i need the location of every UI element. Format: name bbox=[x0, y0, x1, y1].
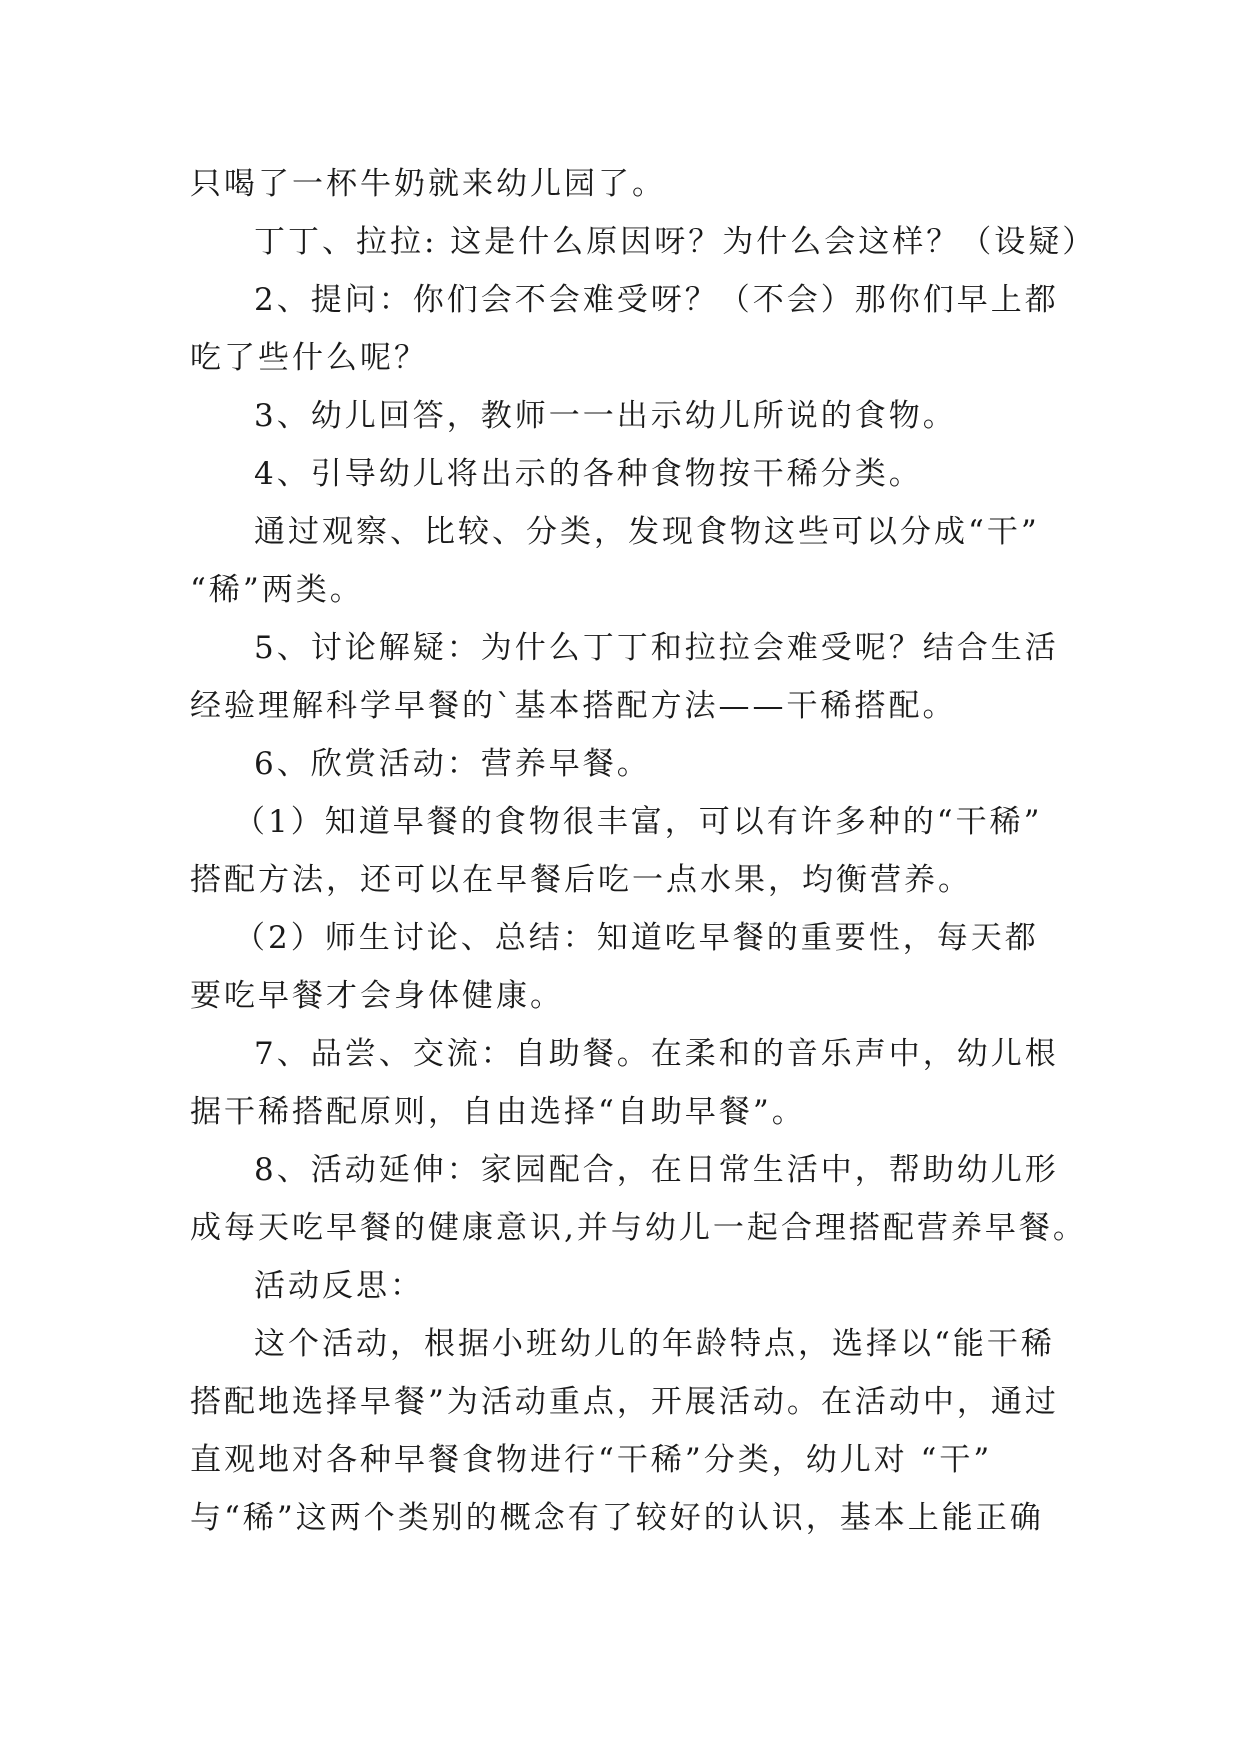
text-line: 经验理解科学早餐的`基本搭配方法——干稀搭配。 bbox=[190, 688, 957, 724]
text-line: “稀”两类。 bbox=[190, 572, 364, 608]
text-line: 3、幼儿回答，教师一一出示幼儿所说的食物。 bbox=[254, 398, 957, 434]
text-line: 5、讨论解疑：为什么丁丁和拉拉会难受呢？结合生活 bbox=[254, 630, 1059, 666]
text-line: （2）师生讨论、总结：知道吃早餐的重要性，每天都 bbox=[234, 920, 1039, 956]
text-line: 6、欣赏活动：营养早餐。 bbox=[254, 746, 651, 782]
text-line: 据干稀搭配原则，自由选择“自助早餐”。 bbox=[190, 1094, 806, 1130]
text-line: 这个活动，根据小班幼儿的年龄特点，选择以“能干稀 bbox=[254, 1326, 1055, 1362]
text-line: 4、引导幼儿将出示的各种食物按干稀分类。 bbox=[254, 456, 923, 492]
text-line: 活动反思： bbox=[254, 1268, 424, 1304]
text-line: 要吃早餐才会身体健康。 bbox=[190, 978, 564, 1014]
text-line: 搭配方法，还可以在早餐后吃一点水果，均衡营养。 bbox=[190, 862, 972, 898]
text-line: 通过观察、比较、分类，发现食物这些可以分成“干” bbox=[254, 514, 1040, 550]
text-line: 吃了些什么呢？ bbox=[190, 340, 428, 376]
text-line: 直观地对各种早餐食物进行“干稀”分类，幼儿对 “干” bbox=[190, 1442, 993, 1478]
text-line: 搭配地选择早餐”为活动重点，开展活动。在活动中，通过 bbox=[190, 1384, 1059, 1420]
text-line: 与“稀”这两个类别的概念有了较好的认识，基本上能正确 bbox=[190, 1500, 1044, 1536]
text-line: （1）知道早餐的食物很丰富，可以有许多种的“干稀” bbox=[234, 804, 1043, 840]
text-line: 丁丁、拉拉: 这是什么原因呀？为什么会这样？（设疑） bbox=[254, 224, 1097, 260]
text-line: 只喝了一杯牛奶就来幼儿园了。 bbox=[190, 166, 666, 202]
text-line: 8、活动延伸：家园配合，在日常生活中，帮助幼儿形 bbox=[254, 1152, 1059, 1188]
text-line: 成每天吃早餐的健康意识,并与幼儿一起合理搭配营养早餐。 bbox=[190, 1210, 1087, 1246]
text-line: 7、品尝、交流：自助餐。在柔和的音乐声中，幼儿根 bbox=[254, 1036, 1059, 1072]
document-body bbox=[190, 155, 1097, 1547]
text-line: 2、提问：你们会不会难受呀？（不会）那你们早上都 bbox=[254, 282, 1059, 318]
